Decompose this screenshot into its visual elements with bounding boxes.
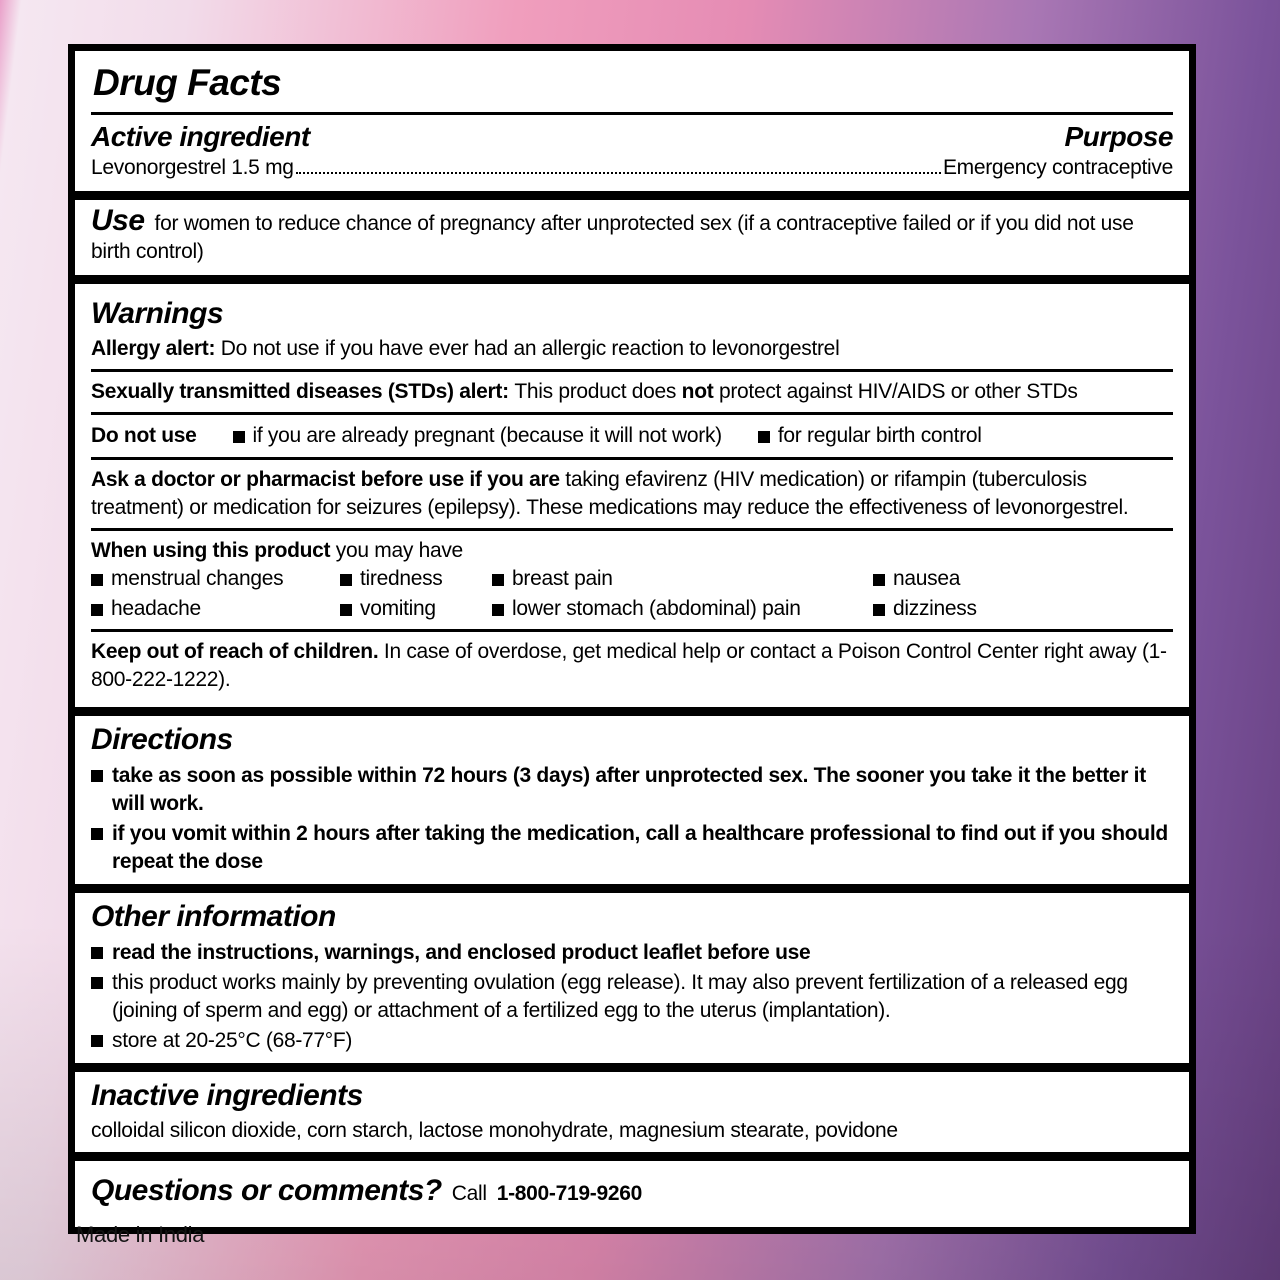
section-questions: [75, 1152, 1189, 1227]
symptom-cell: [873, 565, 1173, 593]
square-bullet-icon: [91, 977, 103, 989]
purpose-heading: Purpose: [1064, 121, 1173, 152]
allergy-alert-text: Do not use if you have ever had an allergic reaction to levonorgestrel: [220, 337, 840, 360]
do-not-use-item-2-text: for regular birth control: [777, 424, 982, 447]
warnings-allergy-sub: [91, 289, 1173, 369]
ask-doctor-paragraph: [91, 466, 1173, 522]
ingredient-name: Levonorgestrel 1.5 mg: [91, 156, 294, 179]
when-using-label: When using this product: [91, 539, 336, 562]
dotted-leader: [296, 172, 941, 174]
square-bullet-icon: [492, 574, 504, 586]
symptom-cell: [492, 565, 873, 593]
section-other-information: [75, 884, 1189, 1063]
section-warnings: [75, 275, 1189, 707]
std-alert: [91, 378, 1173, 406]
symptom-text: lower stomach (abdominal) pain: [512, 597, 801, 620]
symptom-text: dizziness: [893, 597, 977, 620]
symptom-cell: [340, 565, 492, 593]
do-not-use-row: [91, 421, 1173, 451]
other-information-item: [91, 968, 1173, 1026]
symptom-cell: [873, 595, 1173, 623]
ingredient-purpose: Emergency contraceptive: [942, 156, 1173, 179]
keep-out-text: In case of overdose, get medical help or contact a Poison Control Center right away (1-800-222-1222).: [91, 640, 1167, 691]
directions-heading: Directions: [91, 723, 233, 756]
section-directions: [75, 707, 1189, 884]
symptom-text: nausea: [893, 567, 961, 590]
when-using-text: you may have: [335, 539, 463, 562]
symptom-cell: [91, 595, 340, 623]
square-bullet-icon: [758, 431, 770, 443]
warnings-keep-out-sub: [91, 629, 1173, 700]
do-not-use-item-1: [233, 422, 722, 450]
keep-out-label: Keep out of reach of children.: [91, 640, 384, 663]
square-bullet-icon: [233, 431, 245, 443]
std-alert-text1: This product does: [514, 380, 682, 403]
symptom-text: breast pain: [512, 567, 613, 590]
do-not-use-label: Do not use: [91, 424, 197, 447]
other-information-item-text: read the instructions, warnings, and enclosed product leaflet before use: [112, 941, 811, 964]
other-information-item-text: this product works mainly by preventing ovulation (egg release). It may also prevent fertilization of a released egg (joining of sperm and egg) or attachment of a fertilized egg to the uterus (implantation).: [112, 971, 1128, 1022]
section-header: [75, 51, 1189, 191]
section-use: [75, 191, 1189, 275]
square-bullet-icon: [492, 604, 504, 616]
use-paragraph: [91, 205, 1173, 268]
allergy-alert: [91, 335, 1173, 363]
use-text: for women to reduce chance of pregnancy after unprotected sex (if a contraceptive failed or if you did not use birth control): [91, 212, 1134, 263]
symptom-cell: [340, 595, 492, 623]
directions-item-text: take as soon as possible within 72 hours (3 days) after unprotected sex. The sooner you take it the better it will work.: [112, 764, 1146, 815]
square-bullet-icon: [340, 604, 352, 616]
phone-number: 1-800-719-9260: [496, 1182, 642, 1205]
active-ingredient-heading: Active ingredient: [91, 121, 310, 152]
drug-facts-label: [68, 44, 1196, 1234]
call-label: Call: [451, 1182, 487, 1205]
inactive-ingredients-text: colloidal silicon dioxide, corn starch, lactose monohydrate, magnesium stearate, povidone: [91, 1119, 898, 1142]
allergy-alert-label: Allergy alert:: [91, 337, 221, 360]
symptom-text: tiredness: [360, 567, 443, 590]
other-information-item: [91, 1026, 1173, 1056]
questions-heading: Questions or comments?: [91, 1174, 442, 1207]
directions-item: [91, 819, 1173, 877]
use-heading: Use: [91, 204, 145, 237]
square-bullet-icon: [91, 947, 103, 959]
ask-doctor-text: taking efavirenz (HIV medication) or rifampin (tuberculosis treatment) or medication for seizures (epilepsy). These medications may reduce the effectiveness of levonorgestrel.: [91, 468, 1129, 519]
square-bullet-icon: [91, 1035, 103, 1047]
other-information-item-text: store at 20-25°C (68-77°F): [112, 1029, 353, 1052]
std-alert-text2: protect against HIV/AIDS or other STDs: [718, 380, 1078, 403]
square-bullet-icon: [91, 574, 103, 586]
ask-doctor-label: Ask a doctor or pharmacist before use if you are: [91, 468, 566, 491]
warnings-std-sub: [91, 369, 1173, 412]
square-bullet-icon: [873, 574, 885, 586]
square-bullet-icon: [91, 828, 103, 840]
active-ingredient-header-row: [91, 121, 1173, 153]
symptom-cell: [91, 565, 340, 593]
other-information-heading: Other information: [91, 900, 336, 933]
warnings-do-not-use-sub: [91, 412, 1173, 457]
std-alert-bold-not: not: [681, 380, 719, 403]
directions-item: [91, 761, 1173, 819]
other-information-item: [91, 938, 1173, 968]
warnings-when-using-sub: [91, 528, 1173, 629]
do-not-use-item-2: [758, 422, 982, 450]
keep-out-paragraph: [91, 638, 1173, 694]
section-inactive-ingredients: [75, 1063, 1189, 1152]
title-divider: [91, 112, 1173, 115]
drug-facts-title: Drug Facts: [93, 62, 282, 103]
square-bullet-icon: [91, 770, 103, 782]
ingredient-row: [91, 153, 1173, 184]
symptom-text: headache: [111, 597, 201, 620]
square-bullet-icon: [340, 574, 352, 586]
symptom-cell: [492, 595, 873, 623]
when-using-line: [91, 537, 1173, 565]
questions-row: [91, 1166, 1173, 1220]
std-alert-label: Sexually transmitted diseases (STDs) alert:: [91, 380, 515, 403]
square-bullet-icon: [91, 604, 103, 616]
square-bullet-icon: [873, 604, 885, 616]
do-not-use-item-1-text: if you are already pregnant (because it will not work): [252, 424, 722, 447]
symptom-text: menstrual changes: [111, 567, 284, 590]
made-in-note: Made in India: [76, 1222, 205, 1247]
warnings-heading: Warnings: [91, 297, 224, 330]
inactive-ingredients-heading: Inactive ingredients: [91, 1079, 363, 1112]
directions-item-text: if you vomit within 2 hours after taking the medication, call a healthcare professional to find out if you should repeat the dose: [112, 822, 1168, 873]
symptom-grid: [91, 565, 1173, 623]
warnings-ask-doctor-sub: [91, 457, 1173, 528]
symptom-text: vomiting: [360, 597, 436, 620]
